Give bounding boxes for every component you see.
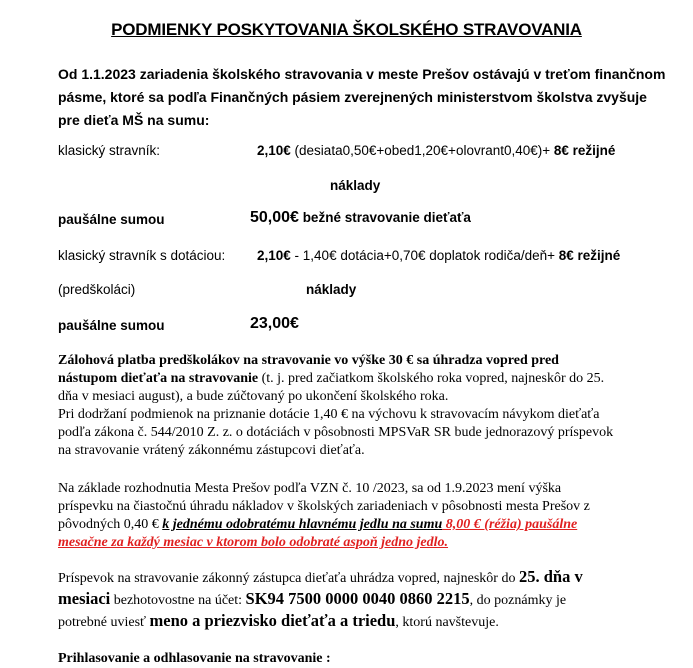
- payment-t4: , ktorú navštevuje.: [395, 615, 499, 630]
- payment-t2: bezhotovostne na účet:: [110, 593, 246, 608]
- rate-label-classic: klasický stravník:: [58, 143, 161, 158]
- rate-subsidy-sub: (predškoláci): [58, 282, 136, 297]
- rate-subsidy-detail: - 1,40€ dotácia+0,70€ doplatok rodiča/deň+: [290, 248, 559, 263]
- intro-paragraph: Od 1.1.2023 zariadenia školského stravovania v meste Prešov ostávajú v treťom finančnom pásme, ktoré sa podľa Finančných pásiem zverejnených ministerstvom školstva zvyšuje pre dieťa MŠ na sumu:: [58, 66, 666, 128]
- flat-rate-1-detail: bežné stravovanie dieťaťa: [298, 210, 471, 225]
- rate-subsidy-price: 2,10€: [257, 248, 291, 263]
- rate-classic: [257, 143, 615, 158]
- rate-subsidy: [257, 248, 620, 263]
- decision-emph: k jednému odobratému hlavnému jedlu na sumu: [162, 517, 443, 532]
- flat-rate-1: [250, 209, 471, 227]
- payment-paragraph: [58, 567, 618, 633]
- rate-classic-detail: (desiata0,50€+obed1,20€+olovrant0,40€)+: [290, 143, 554, 158]
- decision-paragraph: [58, 480, 618, 552]
- payment-deadline: 25. dňa v mesiaci: [58, 567, 583, 608]
- rate-classic-cont: náklady: [330, 178, 381, 193]
- advance-bold: Zálohová platba predškolákov na stravovanie vo výške 30 € sa úhradza vopred pred nástupom dieťaťa na stravovanie: [58, 353, 559, 386]
- advance-text: (t. j. pred začiatkom školského roka vopred, najneskôr do 25. dňa v mesiaci august), a bude zúčtovaný po ukončení školského roka.: [58, 371, 605, 404]
- subsidy-text: Pri dodržaní podmienok na priznanie dotácie 1,40 € na výchovu k stravovacím návykom dieťaťa podľa zákona č. 544/2010 Z. z. o dotáciách v pôsobnosti MPSVaR SR bude jednorazový príspevok na stravovanie vrátený zákonnému zástupcovi dieťaťa.: [58, 407, 614, 458]
- rate-subsidy-cont: náklady: [306, 282, 357, 297]
- footer-heading: Prihlasovanie a odhlasovanie na stravovanie :: [58, 651, 331, 666]
- rate-classic-fee: 8€ režijné: [553, 143, 616, 158]
- flat-label-1: paušálne sumou: [58, 212, 165, 227]
- advance-paragraph: [58, 352, 618, 460]
- flat-rate-1-price: 50,00€: [250, 209, 299, 226]
- payment-iban: SK94 7500 0000 0040 0860 2215: [245, 589, 470, 608]
- flat-rate-2-price: 23,00€: [250, 315, 299, 332]
- page-title: PODMIENKY POSKYTOVANIA ŠKOLSKÉHO STRAVOVANIA: [111, 20, 582, 39]
- rate-label-subsidy: klasický stravník s dotáciou:: [58, 248, 226, 263]
- rate-classic-price: 2,10€: [257, 143, 291, 158]
- decision-red: 8,00 € (réžia) paušálne mesačne za každý mesiac v ktorom bolo odobraté aspoň jedno jedlo.: [58, 517, 578, 550]
- flat-label-2: paušálne sumou: [58, 318, 165, 333]
- rate-subsidy-fee: 8€ režijné: [558, 248, 621, 263]
- payment-t3: , do poznámky je potrebné uviesť: [58, 593, 567, 630]
- payment-note: meno a priezvisko dieťaťa a triedu: [149, 611, 396, 630]
- payment-t1: Príspevok na stravovanie zákonný zástupca dieťaťa uhrádza vopred, najneskôr do: [58, 571, 519, 586]
- decision-text: Na základe rozhodnutia Mesta Prešov podľa VZN č. 10 /2023, sa od 1.9.2023 mení výška príspevku na čiastočnú úhradu nákladov v školských zariadeniach v pôsobnosti mesta Prešov z pôvodných 0,40 €: [58, 481, 590, 532]
